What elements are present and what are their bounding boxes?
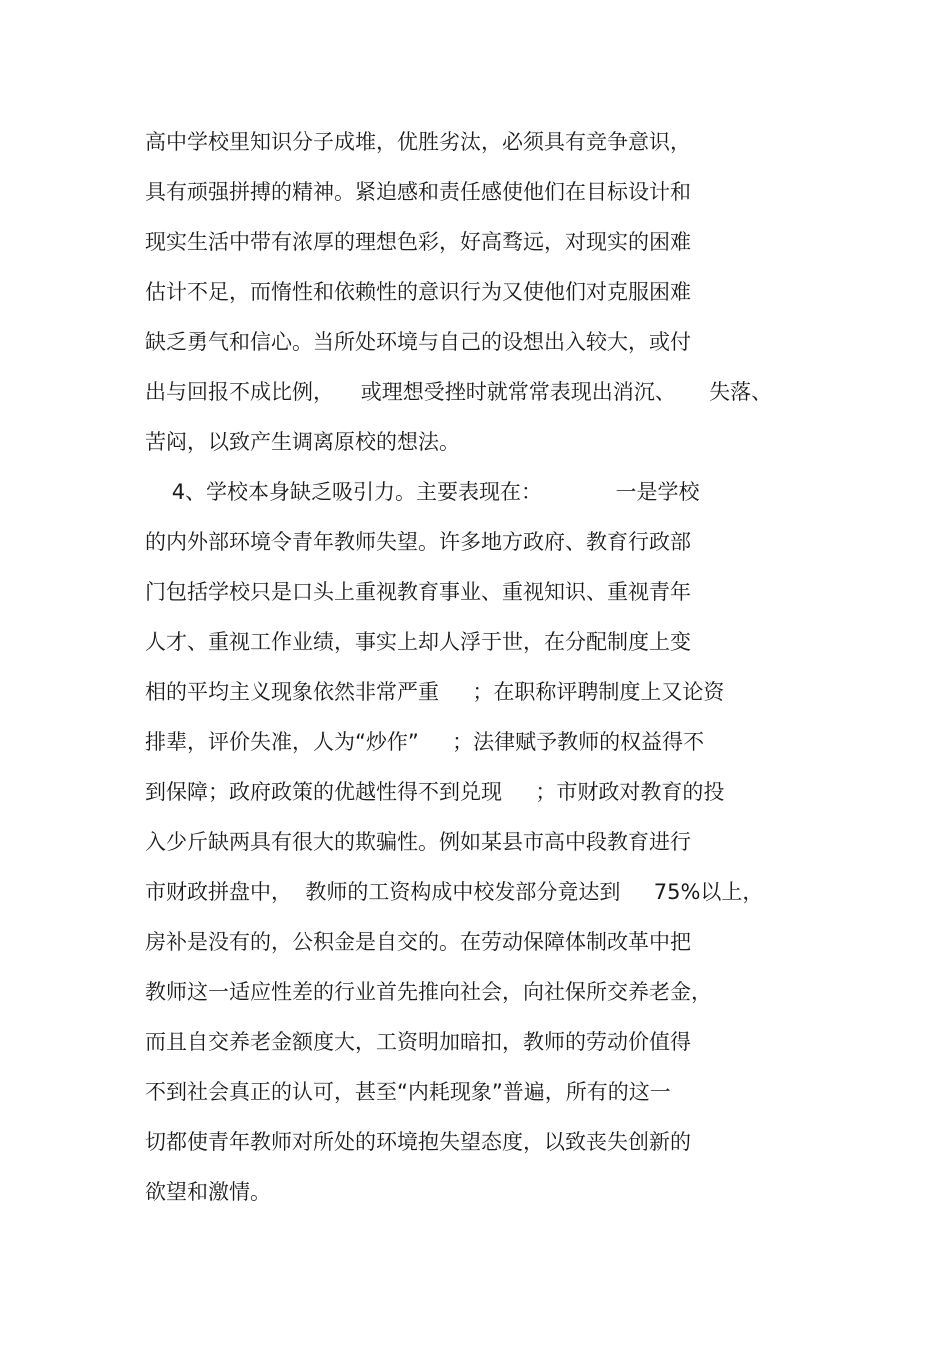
text-line: 不到社会真正的认可，甚至“内耗现象”普遍，所有的这一 <box>145 1080 671 1104</box>
text-line: 欲望和激情。 <box>145 1180 271 1204</box>
text-line: 的内外部环境令青年教师失望。许多地方政府、教育行政部 <box>145 530 691 554</box>
text-line: 缺乏勇气和信心。当所处环境与自己的设想出入较大，或付 <box>145 330 691 354</box>
text-line: 到保障；政府政策的优越性得不到兑现 ；市财政对教育的投 <box>145 780 725 804</box>
paragraph-first-line: 4、学校本身缺乏吸引力。主要表现在： 一是学校 <box>145 480 700 504</box>
text-line: 相的平均主义现象依然非常严重 ；在职称评聘制度上又论资 <box>145 680 725 704</box>
text-line: 估计不足，而惰性和依赖性的意识行为又使他们对克服困难 <box>145 280 691 304</box>
text-line: 市财政拼盘中， 教师的工资构成中校发部分竟达到 75%以上， <box>145 880 764 904</box>
text-line: 排辈，评价失准，人为“炒作” ；法律赋予教师的权益得不 <box>145 730 705 754</box>
text-line: 具有顽强拼搏的精神。紧迫感和责任感使他们在目标设计和 <box>145 180 691 204</box>
text-line: 现实生活中带有浓厚的理想色彩，好高骛远，对现实的困难 <box>145 230 691 254</box>
text-line: 切都使青年教师对所处的环境抱失望态度，以致丧失创新的 <box>145 1130 691 1154</box>
text-line: 人才、重视工作业绩，事实上却人浮于世，在分配制度上变 <box>145 630 691 654</box>
text-line: 门包括学校只是口头上重视教育事业、重视知识、重视青年 <box>145 580 691 604</box>
text-line: 入少斤缺两具有很大的欺骗性。例如某县市高中段教育进行 <box>145 830 691 854</box>
text-line: 而且自交养老金额度大，工资明加暗扣，教师的劳动价值得 <box>145 1030 691 1054</box>
text-line: 苦闷，以致产生调离原校的想法。 <box>145 430 460 454</box>
text-line: 高中学校里知识分子成堆，优胜劣汰，必须具有竞争意识， <box>145 130 691 154</box>
text-line: 房补是没有的，公积金是自交的。在劳动保障体制改革中把 <box>145 930 691 954</box>
text-line: 出与回报不成比例， 或理想受挫时就常常表现出消沉、 失落、 <box>145 380 773 404</box>
text-line: 教师这一适应性差的行业首先推向社会，向社保所交养老金， <box>145 980 712 1004</box>
